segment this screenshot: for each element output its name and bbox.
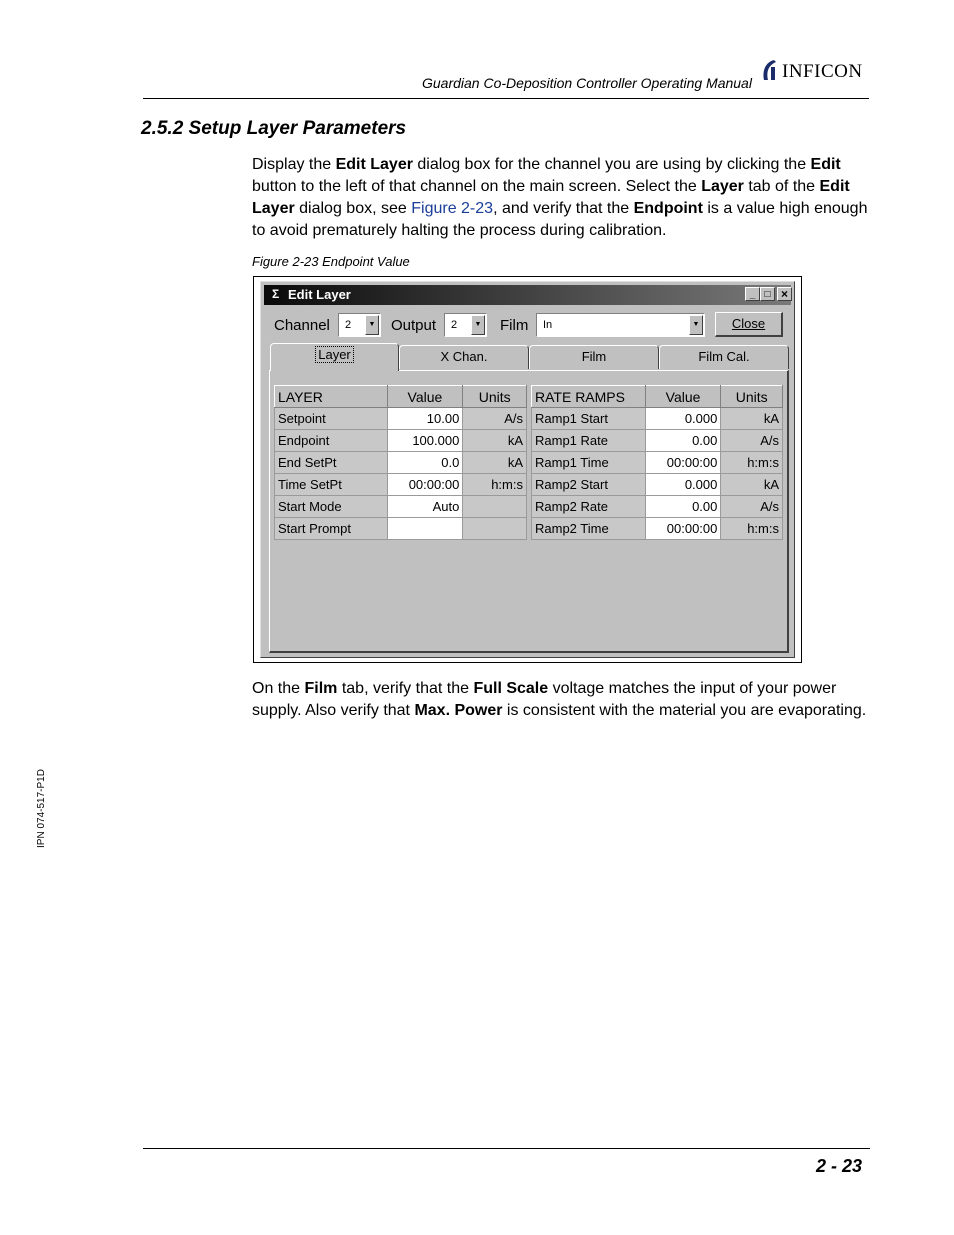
maximize-icon[interactable]: □ <box>760 287 775 301</box>
minimize-icon[interactable]: _ <box>745 287 760 301</box>
col-header-layer: LAYER <box>275 386 388 408</box>
logo-text: INFICON <box>782 61 863 82</box>
layer-table-header <box>275 386 527 408</box>
table-row <box>275 452 527 474</box>
col-header-value: Value <box>387 386 463 408</box>
table-row <box>532 430 783 452</box>
table-row <box>275 474 527 496</box>
param-name: Ramp2 Time <box>532 518 646 540</box>
param-units <box>463 518 527 540</box>
param-units: A/s <box>721 496 783 518</box>
table-row <box>532 408 783 430</box>
rate-ramps-table <box>531 385 783 540</box>
layer-table <box>274 385 527 540</box>
dialog-title: Edit Layer <box>288 287 351 302</box>
param-units <box>463 496 527 518</box>
header-rule <box>143 98 869 99</box>
table-row <box>275 430 527 452</box>
channel-label: Channel <box>274 317 330 334</box>
footer-rule <box>143 1148 870 1149</box>
col-header-rate-ramps: RATE RAMPS <box>532 386 646 408</box>
param-value[interactable]: 0.000 <box>645 408 721 430</box>
table-row <box>532 496 783 518</box>
param-value[interactable]: 0.00 <box>645 430 721 452</box>
col-header-value: Value <box>645 386 721 408</box>
table-row <box>532 474 783 496</box>
edit-layer-dialog <box>260 281 795 658</box>
layer-tab-panel <box>269 370 789 653</box>
table-row <box>275 408 527 430</box>
param-units: kA <box>463 452 527 474</box>
page-number: 2 - 23 <box>816 1156 863 1176</box>
param-units: kA <box>721 474 783 496</box>
logo-swoosh-icon <box>760 58 782 84</box>
param-name: Start Prompt <box>275 518 388 540</box>
col-header-units: Units <box>721 386 783 408</box>
film-paragraph: On the Film tab, verify that the Full Scale voltage matches the input of your power supply. Also verify that Max. Power is consistent with the material you are evaporating. <box>252 680 867 719</box>
param-value[interactable]: 0.00 <box>645 496 721 518</box>
output-select[interactable]: 2 ▼ <box>444 313 487 337</box>
tab-layer[interactable]: Layer <box>270 343 399 371</box>
param-units: A/s <box>463 408 527 430</box>
param-value[interactable]: 00:00:00 <box>387 474 463 496</box>
param-name: Ramp1 Start <box>532 408 646 430</box>
param-name: Start Mode <box>275 496 388 518</box>
param-value[interactable]: 10.00 <box>387 408 463 430</box>
param-name: Ramp2 Start <box>532 474 646 496</box>
document-id: IPN 074-517-P1D <box>36 769 47 848</box>
param-name: Ramp2 Rate <box>532 496 646 518</box>
dialog-titlebar[interactable] <box>264 285 791 305</box>
tab-x-chan[interactable]: X Chan. <box>399 345 529 369</box>
param-units: kA <box>463 430 527 452</box>
param-units: A/s <box>721 430 783 452</box>
channel-select[interactable]: 2 ▼ <box>338 313 381 337</box>
sigma-icon: Σ <box>272 287 280 301</box>
param-value[interactable]: 100.000 <box>387 430 463 452</box>
close-icon[interactable]: × <box>777 287 792 301</box>
film-label: Film <box>500 317 529 334</box>
figure-caption: Figure 2-23 Endpoint Value <box>252 254 410 269</box>
tab-film-cal[interactable]: Film Cal. <box>659 345 789 369</box>
param-name: Ramp1 Rate <box>532 430 646 452</box>
param-units: h:m:s <box>721 452 783 474</box>
param-value[interactable]: Auto <box>387 496 463 518</box>
chevron-down-icon[interactable]: ▼ <box>689 315 703 335</box>
param-units: kA <box>721 408 783 430</box>
table-row <box>275 518 527 540</box>
param-name: Ramp1 Time <box>532 452 646 474</box>
chevron-down-icon[interactable]: ▼ <box>471 315 485 335</box>
param-value[interactable]: 0.0 <box>387 452 463 474</box>
section-title: 2.5.2 Setup Layer Parameters <box>141 118 407 139</box>
chevron-down-icon[interactable]: ▼ <box>365 315 379 335</box>
manual-title: Guardian Co-Deposition Controller Operating Manual <box>422 75 752 91</box>
table-row <box>532 518 783 540</box>
film-select[interactable]: In ▼ <box>536 313 705 337</box>
ramps-table-header <box>532 386 783 408</box>
figure-link[interactable]: Figure 2-23 <box>411 200 494 217</box>
output-label: Output <box>391 317 437 334</box>
intro-paragraph: Display the Edit Layer dialog box for the channel you are using by clicking the Edit button to the left of that channel on the main screen. Select the Layer tab of the Edit Layer dialog box, see Figure 2-23, and verify that the Endpoint is a value high enough to avoid prematurely halting the process during calibration. <box>252 156 868 239</box>
param-name: Setpoint <box>275 408 388 430</box>
table-row <box>275 496 527 518</box>
close-button[interactable]: Close <box>715 312 783 337</box>
param-units: h:m:s <box>463 474 527 496</box>
param-name: Time SetPt <box>275 474 388 496</box>
param-value[interactable]: 0.000 <box>645 474 721 496</box>
param-value[interactable] <box>387 518 463 540</box>
tab-film[interactable]: Film <box>529 345 659 369</box>
table-row <box>532 452 783 474</box>
param-value[interactable]: 00:00:00 <box>645 518 721 540</box>
inficon-logo <box>760 58 872 84</box>
col-header-units: Units <box>463 386 527 408</box>
param-value[interactable]: 00:00:00 <box>645 452 721 474</box>
param-name: Endpoint <box>275 430 388 452</box>
param-name: End SetPt <box>275 452 388 474</box>
param-units: h:m:s <box>721 518 783 540</box>
